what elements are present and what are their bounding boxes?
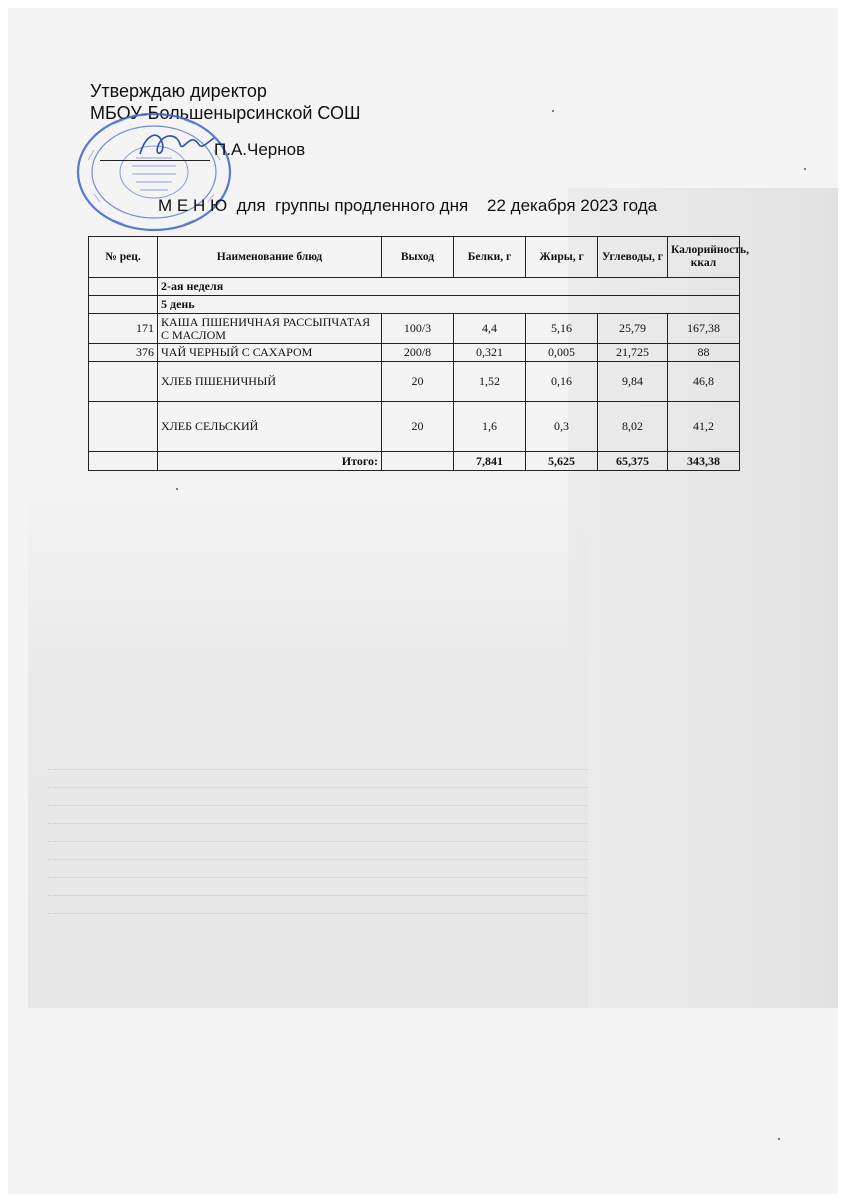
protein-value: 0,321 <box>454 344 526 362</box>
scan-speck <box>176 488 178 490</box>
approval-line-1: Утверждаю директор <box>90 81 267 101</box>
dish-name: ХЛЕБ СЕЛЬСКИЙ <box>158 402 382 452</box>
total-carbs: 65,375 <box>598 452 668 471</box>
director-signature <box>136 124 216 164</box>
kcal-value: 41,2 <box>668 402 740 452</box>
col-header-kcal: Калорийность, ккал <box>668 237 740 278</box>
scan-speck <box>552 110 554 112</box>
signature-line <box>100 160 210 161</box>
carbs-value: 9,84 <box>598 362 668 402</box>
carbs-value: 8,02 <box>598 402 668 452</box>
protein-value: 1,6 <box>454 402 526 452</box>
table-row <box>89 344 740 362</box>
week-label: 2-ая неделя <box>158 278 740 296</box>
scan-shadow-lower <box>28 488 588 1008</box>
menu-table <box>88 236 749 471</box>
kcal-value: 167,38 <box>668 314 740 344</box>
yield-value: 20 <box>382 362 454 402</box>
protein-value: 1,52 <box>454 362 526 402</box>
dish-name: ЧАЙ ЧЕРНЫЙ С САХАРОМ <box>158 344 382 362</box>
table-row <box>89 402 740 452</box>
col-header-protein: Белки, г <box>454 237 526 278</box>
fat-value: 5,16 <box>526 314 598 344</box>
total-fat: 5,625 <box>526 452 598 471</box>
total-kcal: 343,38 <box>668 452 740 471</box>
kcal-value: 88 <box>668 344 740 362</box>
table-header-row <box>89 237 740 278</box>
scan-speck <box>804 168 806 170</box>
day-label: 5 день <box>158 296 740 314</box>
yield-value: 100/3 <box>382 314 454 344</box>
scan-speck <box>778 1138 780 1140</box>
rec-number <box>89 362 158 402</box>
col-header-rec: № рец. <box>89 237 158 278</box>
col-header-fat: Жиры, г <box>526 237 598 278</box>
dish-name: КАША ПШЕНИЧНАЯ РАССЫПЧАТАЯ С МАСЛОМ <box>158 314 382 344</box>
protein-value: 4,4 <box>454 314 526 344</box>
fat-value: 0,005 <box>526 344 598 362</box>
rec-number: 376 <box>89 344 158 362</box>
bleed-through-text <box>48 756 588 914</box>
carbs-value: 25,79 <box>598 314 668 344</box>
yield-value: 200/8 <box>382 344 454 362</box>
kcal-value: 46,8 <box>668 362 740 402</box>
col-header-yield: Выход <box>382 237 454 278</box>
approval-line-2: МБОУ-Большенырсинской СОШ <box>90 103 361 123</box>
rec-number: 171 <box>89 314 158 344</box>
table-row <box>89 362 740 402</box>
table-row <box>89 314 740 344</box>
director-name: П.А.Чернов <box>214 140 306 159</box>
carbs-value: 21,725 <box>598 344 668 362</box>
scanned-page <box>8 8 838 1194</box>
total-row <box>89 452 740 471</box>
total-label: Итого: <box>158 452 382 471</box>
total-protein: 7,841 <box>454 452 526 471</box>
dish-name: ХЛЕБ ПШЕНИЧНЫЙ <box>158 362 382 402</box>
menu-title: М Е Н Ю для группы продленного дня 22 декабря 2023 года <box>158 196 658 215</box>
yield-value: 20 <box>382 402 454 452</box>
fat-value: 0,16 <box>526 362 598 402</box>
fat-value: 0,3 <box>526 402 598 452</box>
col-header-carbs: Углеводы, г <box>598 237 668 278</box>
week-row <box>89 278 740 296</box>
day-row <box>89 296 740 314</box>
col-header-name: Наименование блюд <box>158 237 382 278</box>
rec-number <box>89 402 158 452</box>
